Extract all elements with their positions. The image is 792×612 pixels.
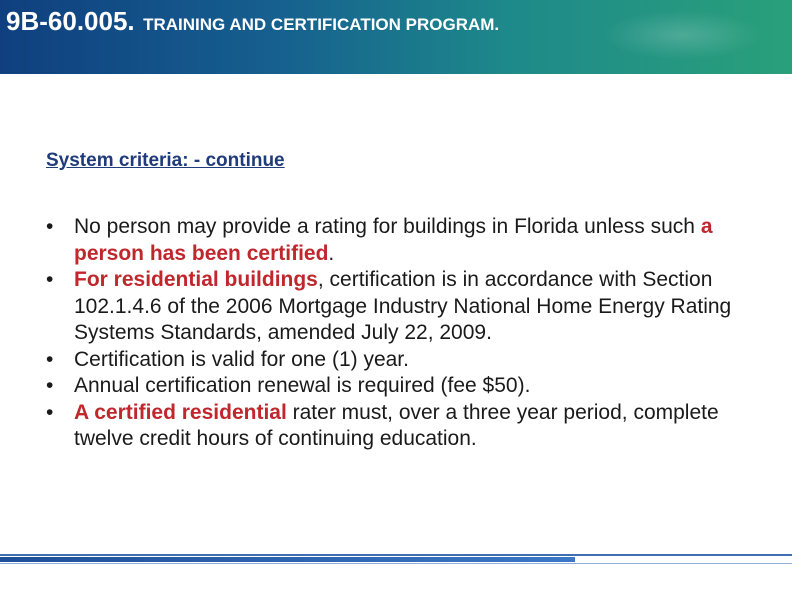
bullet-item — [46, 347, 766, 374]
bullet-dot: • — [46, 400, 54, 424]
bullet-item — [46, 214, 766, 267]
bullet-text: rater must, over a three year period, complete twelve credit hours of continuing education. — [74, 400, 719, 450]
slide-title-text: TRAINING AND CERTIFICATION PROGRAM. — [143, 15, 500, 34]
slide-title — [6, 6, 499, 37]
bullet-highlight: a person has been certified — [74, 215, 713, 265]
bullet-list — [46, 214, 766, 453]
section-subtitle: System criteria: - continue — [46, 150, 285, 171]
bullet-text: Certification is valid for one (1) year. — [74, 347, 409, 371]
bullet-text: No person may provide a rating for buildings in Florida unless such — [74, 215, 701, 238]
slide-title-code: 9B-60.005. — [6, 6, 135, 36]
bullet-text: , certification is in accordance with Section 102.1.4.6 of the 2006 Mortgage Industry National Home Energy Rating Systems Standards, amended July 22, 2009. — [74, 268, 732, 344]
bullet-text: . — [328, 241, 335, 265]
footer-rule-bottom — [0, 563, 792, 564]
footer-rule-top — [0, 554, 792, 556]
bullet-text: Annual certification renewal is required (fee $50). — [74, 374, 531, 397]
bullet-dot: • — [46, 374, 54, 397]
bullet-item — [46, 267, 766, 347]
footer-rule-bar — [0, 557, 575, 562]
bullet-highlight: A certified residential — [74, 400, 287, 424]
bullet-dot: • — [46, 268, 54, 291]
bullet-dot: • — [46, 347, 54, 371]
bullet-item — [46, 373, 766, 400]
footer-rule — [0, 554, 792, 564]
title-banner — [0, 0, 792, 74]
bullet-highlight: For residential buildings — [74, 268, 318, 291]
bullet-dot: • — [46, 215, 54, 238]
banner-logo-glow — [602, 10, 762, 60]
bullet-item — [46, 400, 766, 453]
